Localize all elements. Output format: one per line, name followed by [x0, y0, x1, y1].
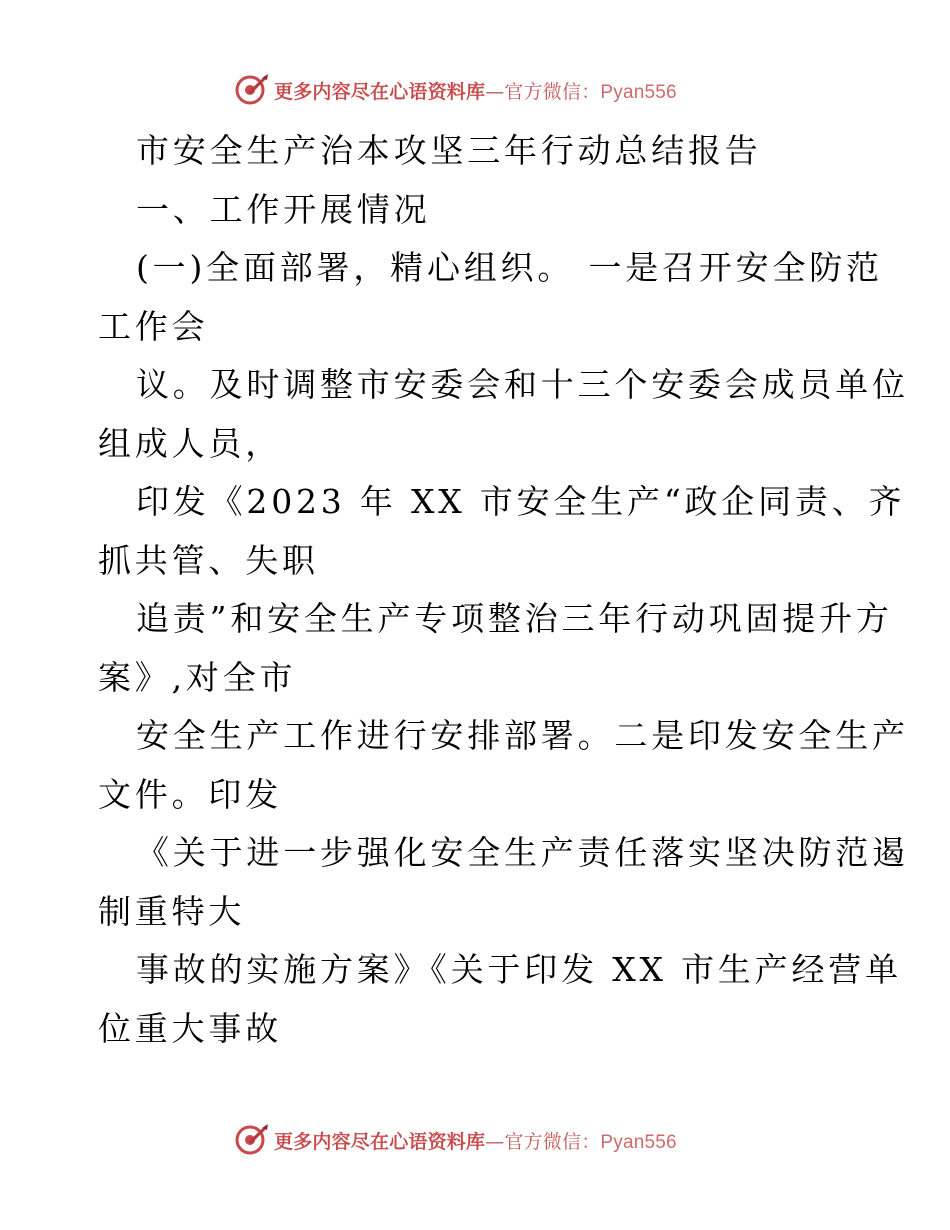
paragraph-line: (一)全面部署，精心组织。 一是召开安全防范 [136, 248, 883, 287]
paragraph-line: 工作会 [98, 306, 209, 346]
paragraph-line: 案》,对全市 [98, 657, 297, 697]
header-watermark [234, 70, 677, 110]
watermark-dash: — [485, 1130, 505, 1153]
watermark-wechat-id: Pyan556 [600, 1131, 677, 1153]
watermark-site: 更多内容尽在心语资料库 [274, 80, 486, 103]
paragraph-line: 制重特大 [98, 891, 246, 931]
watermark-site: 更多内容尽在心语资料库 [274, 1130, 486, 1153]
watermark-wechat-id: Pyan556 [600, 81, 677, 103]
watermark-text [274, 1127, 677, 1154]
document-body [98, 122, 909, 1058]
section-heading: 一、工作开展情况 [136, 189, 431, 229]
paragraph-line: 文件。印发 [98, 774, 282, 814]
paragraph-line: 位重大事故 [98, 1008, 282, 1048]
watermark-wechat-label: 官方微信： [504, 1130, 601, 1153]
paragraph-line: 议。及时调整市安委会和十三个安委会成员单位 [136, 365, 909, 404]
paragraph-line: 安全生产工作进行安排部署。二是印发安全生产 [136, 716, 909, 755]
paragraph-line: 事故的实施方案》《关于印发 XX 市生产经营单 [136, 950, 902, 989]
paragraph-line: 印发《2023 年 XX 市安全生产“政企同责、齐 [136, 482, 906, 521]
footer-watermark [234, 1120, 677, 1160]
watermark-dash: — [485, 80, 505, 103]
quill-logo-icon [234, 72, 270, 108]
paragraph-line: 《关于进一步强化安全生产责任落实坚决防范遏 [136, 833, 909, 872]
watermark-wechat-label: 官方微信： [504, 80, 601, 103]
paragraph-line: 追责”和安全生产专项整治三年行动巩固提升方 [136, 599, 893, 638]
paragraph-line: 抓共管、失职 [98, 540, 319, 580]
document-title: 市安全生产治本攻坚三年行动总结报告 [136, 131, 762, 170]
quill-logo-icon [234, 1122, 270, 1158]
paragraph-line: 组成人员， [98, 423, 282, 463]
watermark-text [274, 77, 677, 104]
